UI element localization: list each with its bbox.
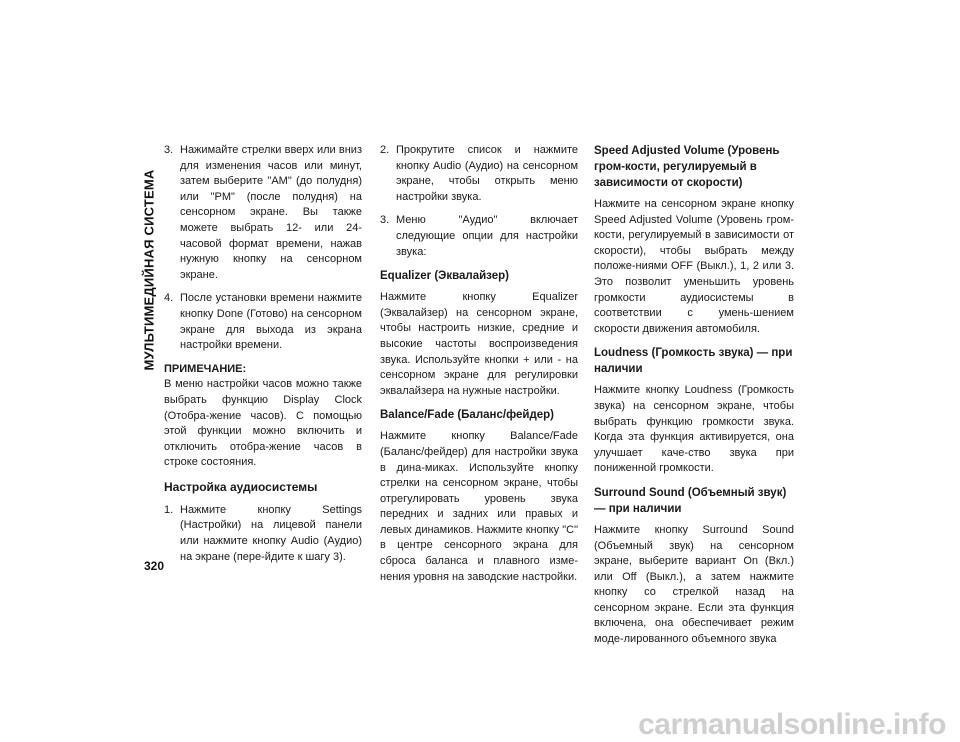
loudness-text: Нажмите кнопку Loudness (Громкость звука) на сенсорном экране, чтобы выбрать функцию громкости звука. Когда эта функция активируется, она улучшает каче-ство звука при пониженной громкости. <box>594 384 794 475</box>
balance-fade-text: Нажмите кнопку Balance/Fade (Баланс/фейдер) для настройки звука в дина-миках. Используйте кнопку стрелки на сенсорном экране, чтобы отрегулировать уровень звука передних и задних или правых и левых динамиков. Нажмите кнопку "C" в центре сенсорного экрана для сброса баланса и плавного изме-нения уровня на заводские настройки. <box>380 430 578 583</box>
list-item-step-1 <box>164 503 362 565</box>
column-1 <box>164 143 362 573</box>
step-number: 1. <box>164 503 174 516</box>
list-item-step-3 <box>164 143 362 283</box>
speed-adjusted-volume-text: Нажмите на сенсорном экране кнопку Speed Adjusted Volume (Уровень гром-кости, регулируемый в зависимости от скорости), чтобы выбрать между положе-ниями OFF (Выкл.), 1, 2 или 3. Это позволит уменьшить уровень громкости аудиосистемы в соответствии с умень-шением скорости движения автомобиля. <box>594 198 794 335</box>
watermark: carmanualsonline.info <box>638 708 946 741</box>
step-number: 3. <box>380 214 390 227</box>
step-text: Меню "Аудио" включает следующие опции для настройки звука: <box>396 214 578 258</box>
section-side-title <box>139 170 159 370</box>
section-heading-audio-settings: Настройка аудиосистемы <box>164 479 318 494</box>
side-title-text: МУЛЬТИМЕДИЙНАЯ СИСТЕМА <box>141 169 157 371</box>
note-title: ПРИМЕЧАНИЕ: <box>164 362 247 375</box>
column-2 <box>380 143 578 593</box>
page-number: 320 <box>144 559 165 573</box>
list-item-step-4 <box>164 291 362 353</box>
step-text: Нажмите кнопку Settings (Настройки) на лицевой панели или нажмите кнопку Audio (Аудио) на экране (пере-йдите к шагу 3). <box>180 503 362 563</box>
list-item-step-3 <box>380 213 578 260</box>
speed-adjusted-volume-heading: Speed Adjusted Volume (Уровень гром-кости, регулируемый в зависимости от скорости) <box>594 145 780 189</box>
balance-fade-heading: Balance/Fade (Баланс/фейдер) <box>380 409 554 422</box>
equalizer-heading: Equalizer (Эквалайзер) <box>380 270 509 283</box>
column-3 <box>594 143 794 656</box>
step-number: 2. <box>380 144 390 156</box>
step-text: Нажимайте стрелки вверх или вниз для изменения часов или минут, затем выберите "AM" (до полудня) или "PM" (после полудня) на сенсорном экране. Вы также можете выбрать 12- или 24-часовой формат времени, нажав нужную кнопку на сенсорном экране. <box>180 144 362 281</box>
surround-sound-text: Нажмите кнопку Surround Sound (Объемный звук) на сенсорном экране, выберите вариант On (Вкл.) или Off (Выкл.), а затем нажмите кнопку со стрелкой назад на сенсорном экране. Если эта функция включена, она обеспечивает режим моде-лированного объемного звука <box>594 523 794 646</box>
surround-sound-heading: Surround Sound (Объемный звук) — при наличии <box>594 486 787 515</box>
loudness-heading: Loudness (Громкость звука) — при наличии <box>594 347 793 376</box>
step-text: После установки времени нажмите кнопку Done (Готово) на сенсорном экране для выхода из экрана настройки времени. <box>180 292 362 352</box>
equalizer-text: Нажмите кнопку Equalizer (Эквалайзер) на сенсорном экране, чтобы настроить низкие, средние и высокие частоты воспроизведения звука. Используйте кнопки + или - на сенсорном экране для регулировки эквалайзера на нужные настройки. <box>380 291 578 397</box>
note-text: В меню настройки часов можно также выбрать функцию Display Clock (Отобра-жение часов). С помощью этой функции можно включить и отключить отобра-жение часов в строке состояния. <box>164 378 362 469</box>
step-number: 3. <box>164 144 174 156</box>
list-item-step-2 <box>380 143 578 205</box>
step-text: Прокрутите список и нажмите кнопку Audio (Аудио) на сенсорном экране, чтобы открыть меню настройки звука. <box>396 144 578 203</box>
step-number: 4. <box>164 292 174 305</box>
